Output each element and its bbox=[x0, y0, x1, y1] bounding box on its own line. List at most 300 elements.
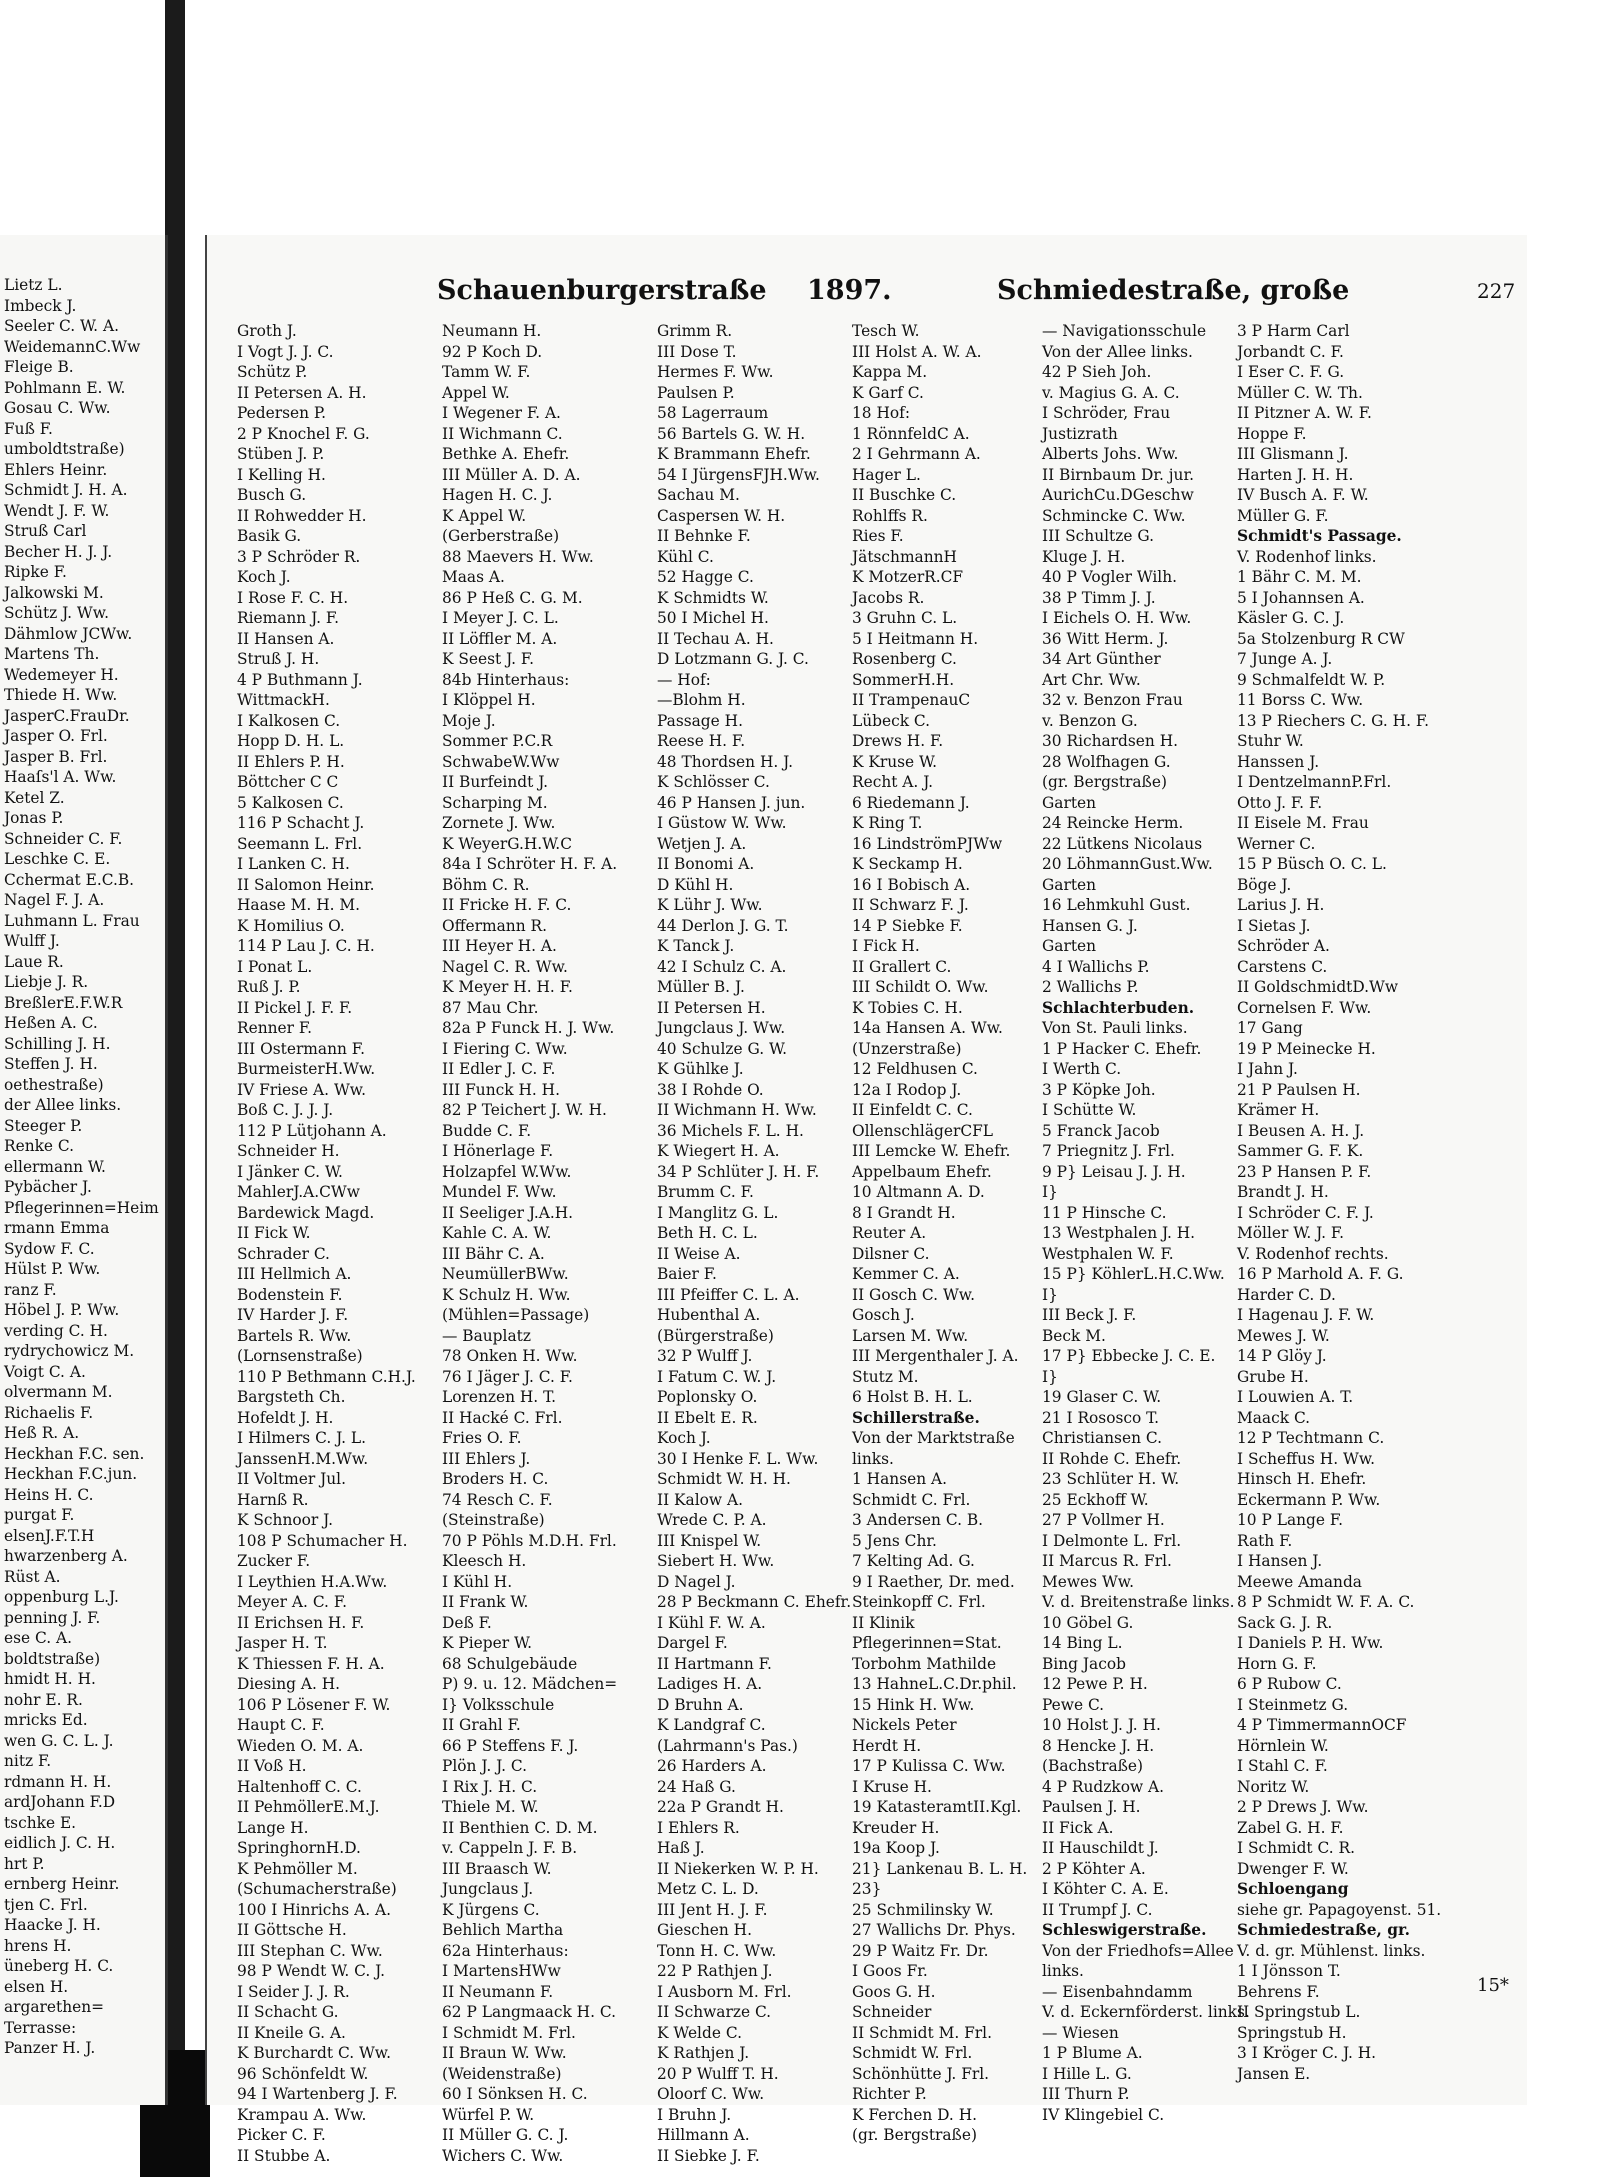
directory-entry: Oloorf C. Ww. bbox=[657, 2085, 765, 2103]
directory-entry: Plön J. J. C. bbox=[442, 1757, 527, 1775]
directory-entry: Cornelsen F. Ww. bbox=[1237, 998, 1372, 1017]
directory-entry: Nagel C. R. Ww. bbox=[442, 957, 568, 976]
directory-entry: Moje J. bbox=[442, 711, 496, 730]
directory-entry: 25 Schmilinsky W. bbox=[852, 1900, 994, 1919]
directory-entry: I Stahl C. F. bbox=[1237, 1757, 1328, 1775]
directory-entry: SommerH.H. bbox=[852, 670, 955, 689]
directory-entry: Otto J. F. F. bbox=[1237, 793, 1323, 812]
directory-entry: Beth H. C. L. bbox=[657, 1224, 758, 1242]
directory-entry: 36 Michels F. L. H. bbox=[657, 1121, 804, 1140]
directory-entry: Müller G. F. bbox=[1237, 506, 1329, 525]
directory-entry: III Schultze G. bbox=[1042, 527, 1154, 545]
directory-entry: K Seckamp H. bbox=[852, 855, 963, 873]
directory-entry: Haupt C. F. bbox=[237, 1716, 325, 1734]
directory-entry: Gieschen H. bbox=[657, 1921, 752, 1939]
directory-entry: (Lornsenstraße) bbox=[237, 1347, 363, 1365]
directory-entry: Goos G. H. bbox=[852, 1982, 936, 2001]
directory-entry: Reese H. F. bbox=[657, 732, 746, 750]
directory-entry: AurichCu.DGeschw bbox=[1042, 486, 1194, 504]
directory-entry: 15 P Büsch O. C. L. bbox=[1237, 855, 1387, 873]
directory-entry: Hopp D. H. L. bbox=[237, 732, 345, 750]
directory-entry: V. d. Eckernförderst. links. bbox=[1042, 2003, 1250, 2021]
directory-entry: I Fick H. bbox=[852, 937, 920, 955]
left-page-entry: Steffen J. H. bbox=[4, 1055, 98, 1073]
directory-entry: K Schulz H. Ww. bbox=[442, 1285, 571, 1304]
left-page-entry: WeidemannC.Ww bbox=[4, 337, 141, 356]
directory-entry: Baier F. bbox=[657, 1265, 717, 1283]
directory-entry: I Schütte W. bbox=[1042, 1101, 1137, 1119]
directory-entry: 9 Schmalfeldt W. P. bbox=[1237, 670, 1386, 689]
directory-entry: Krämer H. bbox=[1237, 1101, 1320, 1119]
directory-entry: II Burfeindt J. bbox=[442, 773, 549, 791]
directory-entry: Ries F. bbox=[852, 527, 904, 545]
left-page-entry: nohr E. R. bbox=[4, 1690, 83, 1709]
left-page-entry: Dähmlow JCWw. bbox=[4, 624, 133, 643]
directory-entry: II Edler J. C. F. bbox=[442, 1060, 556, 1078]
directory-entry: 1 P Blume A. bbox=[1042, 2044, 1143, 2062]
directory-entry: Horn G. F. bbox=[1237, 1654, 1317, 1673]
directory-entry: 1 I Jönsson T. bbox=[1237, 1962, 1341, 1980]
left-page bbox=[0, 235, 168, 2105]
left-page-entry: umboldtstraße) bbox=[4, 440, 125, 458]
directory-entry: I Hille L. G. bbox=[1042, 2064, 1132, 2083]
directory-entry: I Jahn J. bbox=[1237, 1060, 1298, 1078]
directory-entry: I Jänker C. W. bbox=[237, 1162, 343, 1181]
directory-entry: 25 Eckhoff W. bbox=[1042, 1490, 1149, 1509]
directory-entry: Larsen M. Ww. bbox=[852, 1326, 969, 1345]
directory-entry: (Lahrmann's Pas.) bbox=[657, 1736, 798, 1755]
directory-entry: I Kalkosen C. bbox=[237, 711, 341, 730]
directory-entry: 9 P} Leisau J. J. H. bbox=[1042, 1162, 1186, 1181]
directory-entry: 27 Wallichs Dr. Phys. bbox=[852, 1921, 1016, 1939]
left-page-entry: Richaelis F. bbox=[4, 1403, 94, 1422]
directory-entry: Jorbandt C. F. bbox=[1237, 342, 1344, 361]
directory-entry: Boß C. J. J. J. bbox=[237, 1101, 334, 1119]
directory-entry: Passage H. bbox=[657, 711, 743, 730]
directory-entry: Jasper H. T. bbox=[237, 1634, 328, 1652]
left-page-entry: hmidt H. H. bbox=[4, 1670, 96, 1688]
directory-entry: V. d. gr. Mühlenst. links. bbox=[1237, 1941, 1426, 1960]
directory-entry: Pewe C. bbox=[1042, 1695, 1105, 1714]
directory-entry: 32 v. Benzon Frau bbox=[1042, 691, 1183, 709]
left-page-entry: Schmidt J. H. A. bbox=[4, 481, 128, 499]
directory-entry: 60 I Sönksen H. C. bbox=[442, 2085, 588, 2103]
directory-entry: I Eser C. F. G. bbox=[1237, 363, 1345, 381]
directory-entry: K Tanck J. bbox=[657, 937, 735, 955]
directory-entry: Poplonsky O. bbox=[657, 1388, 758, 1406]
directory-entry: 44 Derlon J. G. T. bbox=[657, 916, 789, 935]
directory-entry: Westphalen W. F. bbox=[1042, 1244, 1174, 1263]
directory-entry: Springstub H. bbox=[1237, 2023, 1347, 2042]
directory-entry: 46 P Hansen J. jun. bbox=[657, 793, 806, 812]
left-page-entry: Liebje J. R. bbox=[4, 973, 89, 991]
left-page-entry: rmann Emma bbox=[4, 1219, 110, 1237]
directory-entry: 78 Onken H. Ww. bbox=[442, 1347, 578, 1365]
directory-entry: Kühl C. bbox=[657, 547, 714, 566]
page-signature: 15* bbox=[1477, 1975, 1509, 1996]
directory-entry: Schmincke C. Ww. bbox=[1042, 506, 1186, 525]
directory-entry: K Gühlke J. bbox=[657, 1060, 744, 1078]
directory-entry: Struß J. H. bbox=[237, 650, 320, 668]
directory-entry: 1 RönnfeldC A. bbox=[852, 424, 970, 443]
directory-entry: II Ehlers P. H. bbox=[237, 752, 345, 771]
directory-entry: II Buschke C. bbox=[852, 486, 957, 504]
directory-entry: 76 I Jäger J. C. F. bbox=[442, 1367, 573, 1386]
directory-entry: SpringhornH.D. bbox=[237, 1839, 361, 1857]
directory-entry: Herdt H. bbox=[852, 1736, 922, 1755]
directory-entry: Beck M. bbox=[1042, 1326, 1106, 1345]
directory-entry: I Hansen J. bbox=[1237, 1552, 1323, 1570]
header-left-street: Schauenburgerstraße bbox=[437, 275, 767, 306]
left-page-entry: Pohlmann E. W. bbox=[4, 378, 126, 397]
directory-entry: v. Benzon G. bbox=[1042, 711, 1138, 730]
directory-entry: v. Cappeln J. F. B. bbox=[442, 1839, 578, 1857]
left-page-entry: Becher H. J. J. bbox=[4, 542, 113, 561]
directory-entry: III Lemcke W. Ehefr. bbox=[852, 1142, 1011, 1160]
directory-entry: 66 P Steffens F. J. bbox=[442, 1736, 579, 1755]
directory-entry: II Fick A. bbox=[1042, 1818, 1114, 1837]
directory-entry: II Ebelt E. R. bbox=[657, 1408, 758, 1427]
directory-entry: I Köhter C. A. E. bbox=[1042, 1880, 1169, 1898]
directory-entry: I Leythien H.A.Ww. bbox=[237, 1572, 388, 1591]
left-page-entry: Struß Carl bbox=[4, 522, 87, 540]
left-page-entry: Gosau C. Ww. bbox=[4, 399, 111, 417]
directory-entry: I Kühl H. bbox=[442, 1572, 513, 1591]
left-page-entry: ranz F. bbox=[4, 1280, 57, 1299]
directory-entry: 5 I Heitmann H. bbox=[852, 629, 979, 648]
directory-entry: 114 P Lau J. C. H. bbox=[237, 937, 375, 955]
directory-entry: V. Rodenhof links. bbox=[1237, 547, 1377, 566]
directory-entry: D Nagel J. bbox=[657, 1572, 736, 1591]
directory-entry: Koch J. bbox=[657, 1429, 711, 1447]
left-page-entry: Seeler C. W. A. bbox=[4, 317, 119, 335]
directory-entry: NeumüllerBWw. bbox=[442, 1265, 569, 1283]
directory-entry: K Homilius O. bbox=[237, 916, 345, 935]
directory-entry: Böttcher C C bbox=[237, 773, 339, 791]
directory-entry: Renner F. bbox=[237, 1019, 313, 1037]
directory-entry: 48 Thordsen H. J. bbox=[657, 752, 794, 771]
left-page-entry: mricks Ed. bbox=[4, 1711, 88, 1729]
directory-entry: K Thiessen F. H. A. bbox=[237, 1654, 385, 1673]
directory-entry: (Weidenstraße) bbox=[442, 2064, 562, 2083]
directory-entry: K Landgraf C. bbox=[657, 1716, 766, 1734]
directory-entry: 21} Lankenau B. L. H. bbox=[852, 1859, 1028, 1878]
directory-entry: K Wiegert H. A. bbox=[657, 1142, 780, 1160]
directory-entry: I Schröder, Frau bbox=[1042, 404, 1171, 422]
directory-entry: 6 Holst B. H. L. bbox=[852, 1388, 973, 1406]
directory-entry: II Pickel J. F. F. bbox=[237, 998, 353, 1017]
directory-entry: II Petersen A. H. bbox=[237, 383, 367, 402]
directory-entry: 1 Hansen A. bbox=[852, 1470, 948, 1488]
directory-entry: 23 P Hansen P. F. bbox=[1237, 1162, 1372, 1181]
directory-entry: 19 KatasteramtII.Kgl. bbox=[852, 1798, 1022, 1816]
directory-entry: 24 Haß G. bbox=[657, 1777, 736, 1796]
directory-entry: 18 Hof: bbox=[852, 404, 911, 422]
directory-entry: I Eichels O. H. Ww. bbox=[1042, 609, 1192, 627]
left-page-entry: Imbeck J. bbox=[4, 296, 77, 315]
directory-entry: 32 P Wulff J. bbox=[657, 1347, 753, 1365]
directory-entry: 42 P Sieh Joh. bbox=[1042, 363, 1152, 381]
directory-entry: Drews H. F. bbox=[852, 732, 944, 750]
directory-entry: II Hacké C. Frl. bbox=[442, 1408, 563, 1427]
directory-entry: Hörnlein W. bbox=[1237, 1736, 1329, 1755]
directory-entry: 28 Wolfhagen G. bbox=[1042, 752, 1171, 771]
directory-entry: II Behnke F. bbox=[657, 527, 751, 545]
directory-entry: Schmiedestraße, gr. bbox=[1237, 1921, 1411, 1939]
directory-entry: Garten bbox=[1042, 937, 1097, 955]
directory-entry: K Pehmöller M. bbox=[237, 1859, 358, 1878]
directory-entry: K Pieper W. bbox=[442, 1634, 533, 1652]
directory-entry: Schneider H. bbox=[237, 1142, 340, 1160]
directory-entry: Dwenger F. W. bbox=[1237, 1859, 1349, 1878]
directory-entry: Schmidt W. H. H. bbox=[657, 1470, 791, 1488]
directory-entry: 7 Junge A. J. bbox=[1237, 650, 1333, 668]
directory-entry: 14 P Glöy J. bbox=[1237, 1347, 1327, 1365]
left-page-entry: Jalkowski M. bbox=[4, 583, 104, 602]
directory-entry: III Beck J. F. bbox=[1042, 1306, 1137, 1324]
left-page-entry: Jasper B. Frl. bbox=[4, 747, 108, 766]
left-page-entry: Lietz L. bbox=[4, 276, 63, 294]
directory-entry: (Mühlen=Passage) bbox=[442, 1306, 590, 1324]
directory-entry: III Müller A. D. A. bbox=[442, 465, 581, 484]
directory-entry: II Göttsche H. bbox=[237, 1921, 347, 1939]
directory-entry: Neumann H. bbox=[442, 322, 542, 340]
directory-entry: K Lühr J. Ww. bbox=[657, 896, 763, 914]
directory-entry: II Petersen H. bbox=[657, 998, 766, 1017]
directory-entry: III Dose T. bbox=[657, 342, 737, 361]
directory-column-5 bbox=[1042, 321, 1250, 2125]
directory-entry: Mewes Ww. bbox=[1042, 1572, 1134, 1591]
directory-entry: 10 Altmann A. D. bbox=[852, 1183, 985, 1201]
directory-entry: Würfel P. W. bbox=[442, 2105, 535, 2124]
directory-entry: 110 P Bethmann C.H.J. bbox=[237, 1367, 416, 1386]
directory-entry: Tonn H. C. Ww. bbox=[657, 1941, 777, 1960]
directory-entry: I Meyer J. C. L. bbox=[442, 609, 559, 627]
directory-entry: V. Rodenhof rechts. bbox=[1237, 1244, 1389, 1263]
directory-entry: K Ferchen D. H. bbox=[852, 2105, 978, 2124]
left-page-entry: Renke C. bbox=[4, 1137, 75, 1155]
directory-entry: III Thurn P. bbox=[1042, 2085, 1130, 2103]
directory-entry: III Holst A. W. A. bbox=[852, 342, 982, 361]
directory-entry: Von der Allee links. bbox=[1042, 342, 1193, 361]
directory-entry: II Grallert C. bbox=[852, 957, 952, 976]
directory-entry: I Beusen A. H. J. bbox=[1237, 1121, 1365, 1140]
directory-entry: Alberts Johs. Ww. bbox=[1042, 445, 1179, 463]
left-page-entry: tjen C. Frl. bbox=[4, 1895, 88, 1914]
directory-entry: 5a Stolzenburg R CW bbox=[1237, 629, 1405, 648]
directory-entry: II Rohde C. Ehefr. bbox=[1042, 1449, 1182, 1468]
directory-entry: Thiele M. W. bbox=[442, 1798, 539, 1816]
directory-entry: — Wiesen bbox=[1042, 2023, 1119, 2042]
left-page-entry: Sydow F. C. bbox=[4, 1239, 95, 1258]
left-page-entry: Heckhan F.C.jun. bbox=[4, 1465, 138, 1483]
directory-entry: II Springstub L. bbox=[1237, 2003, 1361, 2021]
directory-entry: Dargel F. bbox=[657, 1634, 728, 1652]
directory-entry: II Bonomi A. bbox=[657, 855, 755, 873]
left-page-entry: Martens Th. bbox=[4, 645, 100, 663]
directory-entry: II Kalow A. bbox=[657, 1490, 743, 1509]
directory-entry: Eckermann P. Ww. bbox=[1237, 1490, 1381, 1509]
directory-entry: III Hellmich A. bbox=[237, 1265, 352, 1283]
header-right-street: Schmiedestraße, große bbox=[997, 275, 1350, 306]
directory-entry: 21 I Rososco T. bbox=[1042, 1408, 1160, 1427]
directory-entry: Kahle C. A. W. bbox=[442, 1224, 552, 1242]
directory-entry: WittmackH. bbox=[237, 691, 330, 709]
directory-entry: II Rohwedder H. bbox=[237, 506, 367, 525]
left-page-entry: Nagel F. J. A. bbox=[4, 891, 105, 909]
left-page-entry: Haacke J. H. bbox=[4, 1916, 101, 1934]
directory-entry: I DentzelmannP.Frl. bbox=[1237, 773, 1392, 791]
directory-entry: Kluge J. H. bbox=[1042, 547, 1126, 566]
left-page-entry: eidlich J. C. H. bbox=[4, 1834, 116, 1852]
directory-entry: I MartensHWw bbox=[442, 1962, 561, 1980]
directory-entry: I Werth C. bbox=[1042, 1060, 1122, 1078]
directory-entry: 11 Borss C. Ww. bbox=[1237, 691, 1364, 709]
directory-entry: I Steinmetz G. bbox=[1237, 1695, 1349, 1714]
directory-entry: Garten bbox=[1042, 875, 1097, 894]
directory-entry: 106 P Lösener F. W. bbox=[237, 1695, 391, 1714]
directory-entry: Busch G. bbox=[237, 486, 307, 504]
directory-entry: 52 Hagge C. bbox=[657, 568, 754, 586]
directory-entry: II Eisele M. Frau bbox=[1237, 814, 1369, 832]
directory-entry: 112 P Lütjohann A. bbox=[237, 1121, 387, 1140]
directory-entry: 6 Riedemann J. bbox=[852, 793, 970, 812]
directory-entry: Pflegerinnen=Stat. bbox=[852, 1634, 1002, 1652]
directory-entry: 30 Richardsen H. bbox=[1042, 732, 1179, 750]
directory-entry: Wichers C. Ww. bbox=[442, 2146, 564, 2165]
directory-entry: OllenschlägerCFL bbox=[852, 1121, 994, 1140]
directory-entry: Schmidt W. Frl. bbox=[852, 2044, 973, 2062]
directory-entry: 116 P Schacht J. bbox=[237, 814, 365, 832]
directory-entry: III Stephan C. Ww. bbox=[237, 1941, 383, 1960]
directory-entry: I Ausborn M. Frl. bbox=[657, 1982, 792, 2001]
left-page-entry: Luhmann L. Frau bbox=[4, 911, 140, 930]
directory-entry: links. bbox=[1042, 1962, 1084, 1980]
directory-entry: Bing Jacob bbox=[1042, 1654, 1126, 1673]
directory-entry: K Burchardt C. Ww. bbox=[237, 2044, 392, 2062]
left-page-entry: Thiede H. Ww. bbox=[4, 686, 118, 704]
directory-entry: D Kühl H. bbox=[657, 875, 734, 894]
left-page-entry: BreßlerE.F.W.R bbox=[4, 993, 123, 1012]
left-page-entry: Hülst P. Ww. bbox=[4, 1260, 101, 1278]
directory-entry: Von St. Pauli links. bbox=[1042, 1019, 1188, 1037]
left-page-entry: Steeger P. bbox=[4, 1116, 83, 1135]
left-page-entry: Pflegerinnen=Heim bbox=[4, 1198, 159, 1217]
directory-entry: Reuter A. bbox=[852, 1224, 927, 1242]
directory-entry: 15 P} KöhlerL.H.C.Ww. bbox=[1042, 1265, 1225, 1283]
directory-entry: 1 Bähr C. M. M. bbox=[1237, 568, 1362, 586]
directory-entry: Maas A. bbox=[442, 568, 505, 586]
directory-entry: Lorenzen H. T. bbox=[442, 1388, 556, 1406]
directory-entry: Diesing A. H. bbox=[237, 1675, 341, 1693]
directory-entry: Budde C. F. bbox=[442, 1121, 532, 1140]
directory-entry: III Funck H. H. bbox=[442, 1080, 560, 1099]
directory-entry: Behlich Martha bbox=[442, 1921, 564, 1939]
directory-entry: I} bbox=[1042, 1285, 1058, 1304]
directory-entry: II Hauschildt J. bbox=[1042, 1839, 1159, 1857]
left-page-entry: wen G. C. L. J. bbox=[4, 1731, 114, 1750]
directory-entry: 4 P Rudzkow A. bbox=[1042, 1777, 1165, 1796]
directory-entry: Werner C. bbox=[1237, 834, 1316, 853]
directory-entry: 13 HahneL.C.Dr.phil. bbox=[852, 1675, 1017, 1693]
directory-entry: Maack C. bbox=[1237, 1408, 1311, 1427]
directory-entry: III Braasch W. bbox=[442, 1859, 552, 1878]
directory-entry: II Erichsen H. F. bbox=[237, 1613, 365, 1632]
left-page-entry: Wendt J. F. W. bbox=[4, 501, 110, 520]
directory-entry: (Bachstraße) bbox=[1042, 1757, 1144, 1775]
directory-entry: Riemann J. F. bbox=[237, 609, 340, 627]
directory-entry: Nickels Peter bbox=[852, 1716, 957, 1734]
directory-entry: Rohlffs R. bbox=[852, 506, 928, 525]
directory-entry: Haß J. bbox=[657, 1839, 705, 1857]
left-page-entry: Pybächer J. bbox=[4, 1178, 92, 1196]
directory-entry: Appelbaum Ehefr. bbox=[852, 1162, 992, 1181]
directory-entry: I Daniels P. H. Ww. bbox=[1237, 1634, 1384, 1652]
left-page-entry: argarethen= bbox=[4, 1998, 105, 2016]
directory-entry: III Knispel W. bbox=[657, 1531, 762, 1550]
directory-entry: 17 P} Ebbecke J. C. E. bbox=[1042, 1347, 1216, 1365]
directory-entry: Groth J. bbox=[237, 322, 297, 340]
directory-entry: II Fick W. bbox=[237, 1224, 311, 1242]
directory-entry: I Fatum C. W. J. bbox=[657, 1367, 777, 1386]
directory-entry: Wetjen J. A. bbox=[657, 834, 747, 853]
left-page-entry: Panzer H. J. bbox=[4, 2039, 96, 2057]
directory-entry: II Müller G. C. J. bbox=[442, 2126, 569, 2144]
directory-entry: 36 Witt Herm. J. bbox=[1042, 629, 1169, 648]
directory-entry: Larius J. H. bbox=[1237, 896, 1325, 914]
directory-entry: Bardewick Magd. bbox=[237, 1203, 375, 1222]
left-page-entry: oppenburg L.J. bbox=[4, 1588, 119, 1606]
directory-entry: II Hartmann F. bbox=[657, 1654, 772, 1673]
directory-entry: Hoppe F. bbox=[1237, 424, 1307, 443]
left-page-entry: nitz F. bbox=[4, 1752, 52, 1770]
directory-entry: 84b Hinterhaus: bbox=[442, 670, 570, 689]
directory-entry: 87 Mau Chr. bbox=[442, 998, 539, 1017]
page-number: 227 bbox=[1477, 279, 1516, 303]
directory-entry: I Güstow W. Ww. bbox=[657, 814, 787, 832]
directory-entry: 3 P Köpke Joh. bbox=[1042, 1080, 1156, 1099]
directory-entry: Art Chr. Ww. bbox=[1042, 670, 1141, 689]
directory-entry: (Schumacherstraße) bbox=[237, 1880, 397, 1898]
directory-entry: Bodenstein F. bbox=[237, 1285, 343, 1304]
directory-entry: II Niekerken W. P. H. bbox=[657, 1859, 819, 1878]
directory-entry: 98 P Wendt W. C. J. bbox=[237, 1962, 386, 1980]
directory-entry: I} bbox=[1042, 1367, 1058, 1386]
directory-entry: Broders H. C. bbox=[442, 1470, 549, 1488]
directory-entry: 16 Lehmkuhl Gust. bbox=[1042, 896, 1191, 914]
directory-entry: II Wichmann C. bbox=[442, 424, 563, 443]
directory-entry: Kappa M. bbox=[852, 363, 928, 381]
left-page-entry: Fleige B. bbox=[4, 358, 74, 376]
directory-entry: Hinsch H. Ehefr. bbox=[1237, 1470, 1367, 1488]
directory-entry: Sachau M. bbox=[657, 486, 740, 504]
directory-entry: II Trumpf J. C. bbox=[1042, 1900, 1153, 1919]
left-page-entry: purgat F. bbox=[4, 1506, 75, 1524]
directory-entry: II Seeliger J.A.H. bbox=[442, 1203, 574, 1222]
directory-entry: Richter P. bbox=[852, 2085, 927, 2103]
directory-entry: IV Harder J. F. bbox=[237, 1306, 349, 1324]
directory-entry: II Siebke J. F. bbox=[657, 2146, 760, 2165]
directory-entry: I Bruhn J. bbox=[657, 2105, 732, 2124]
directory-entry: II Marcus R. Frl. bbox=[1042, 1552, 1172, 1570]
directory-entry: 11 P Hinsche C. bbox=[1042, 1203, 1167, 1222]
directory-entry: K MotzerR.CF bbox=[852, 568, 964, 586]
directory-entry: (Bürgerstraße) bbox=[657, 1326, 774, 1345]
directory-entry: 8 Hencke J. H. bbox=[1042, 1736, 1155, 1755]
directory-entry: Caspersen W. H. bbox=[657, 506, 786, 525]
left-page-entry: Laue R. bbox=[4, 952, 64, 971]
directory-entry: I Goos Fr. bbox=[852, 1962, 928, 1980]
